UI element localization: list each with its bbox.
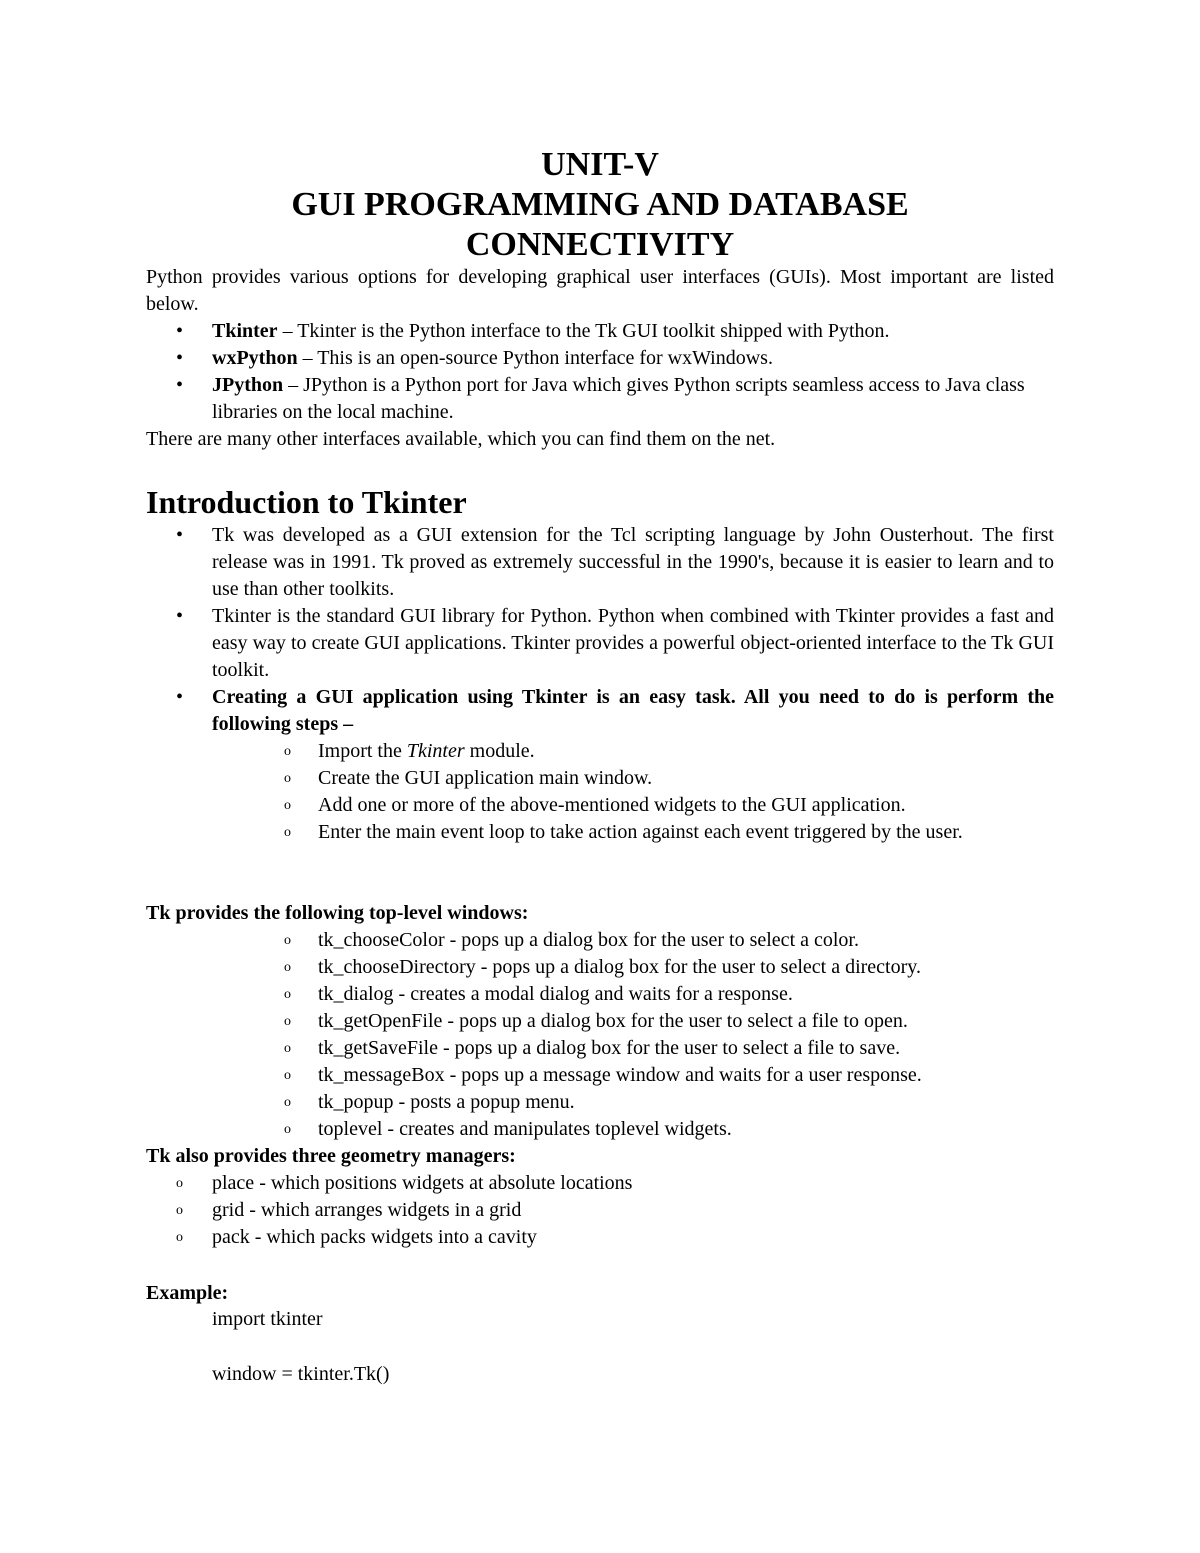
unit-heading: UNIT-V bbox=[541, 146, 659, 183]
toplevel-heading: Tk provides the following top-level windows: bbox=[146, 902, 529, 924]
bullet-icon: • bbox=[176, 686, 184, 708]
intro-bullet-tkinter bbox=[212, 318, 1072, 345]
sub-bullet-icon: o bbox=[284, 1014, 291, 1029]
intro-bullet-wxpython bbox=[212, 345, 1072, 372]
bullet-desc: – This is an open-source Python interface for wxWindows. bbox=[297, 347, 773, 369]
code-line-window: window = tkinter.Tk() bbox=[212, 1363, 390, 1385]
tkinter-bullet-steps: Creating a GUI application using Tkinter is an easy task. All you need to do is perform the following steps – bbox=[212, 686, 1054, 735]
toplevel-item: tk_dialog - creates a modal dialog and waits for a response. bbox=[318, 983, 793, 1005]
sub-bullet-icon: o bbox=[176, 1176, 183, 1191]
example-heading: Example: bbox=[146, 1282, 229, 1304]
bullet-icon: • bbox=[176, 524, 184, 546]
step-event-loop: Enter the main event loop to take action against each event triggered by the user. bbox=[318, 821, 963, 843]
sub-bullet-icon: o bbox=[176, 1230, 183, 1245]
tkinter-bullet-history: Tk was developed as a GUI extension for the Tcl scripting language by John Ousterhout. The first release was in 1991. Tk proved as extremely successful in the 1990's, because it is easier to learn and to use than other toolkits. bbox=[212, 524, 1054, 600]
bullet-icon: • bbox=[176, 347, 184, 369]
toplevel-item: toplevel - creates and manipulates toplevel widgets. bbox=[318, 1118, 732, 1140]
toplevel-item: tk_getOpenFile - pops up a dialog box for the user to select a file to open. bbox=[318, 1010, 908, 1032]
sub-bullet-icon: o bbox=[284, 825, 291, 840]
tkinter-bullet-standard: Tkinter is the standard GUI library for Python. Python when combined with Tkinter provides a fast and easy way to create GUI applications. Tkinter provides a powerful object-oriented interface to the Tk GUI toolkit. bbox=[212, 605, 1054, 681]
toplevel-item: tk_popup - posts a popup menu. bbox=[318, 1091, 575, 1113]
sub-bullet-icon: o bbox=[284, 798, 291, 813]
bullet-desc: – JPython is a Python port for Java which gives Python scripts seamless access to Java class libraries on the local machine. bbox=[212, 374, 1025, 423]
title-line-2: CONNECTIVITY bbox=[465, 226, 735, 263]
step-add-widgets: Add one or more of the above-mentioned widgets to the GUI application. bbox=[318, 794, 906, 816]
step-text: Import the bbox=[318, 740, 407, 762]
geometry-heading: Tk also provides three geometry managers: bbox=[146, 1145, 516, 1167]
bullet-term: wxPython bbox=[212, 347, 298, 369]
sub-bullet-icon: o bbox=[284, 960, 291, 975]
geometry-item: place - which positions widgets at absolute locations bbox=[212, 1172, 633, 1194]
toplevel-item: tk_chooseDirectory - pops up a dialog box for the user to select a directory. bbox=[318, 956, 921, 978]
bullet-term: Tkinter bbox=[212, 320, 278, 342]
bullet-term: JPython bbox=[212, 374, 284, 396]
section-heading-tkinter: Introduction to Tkinter bbox=[146, 484, 467, 520]
geometry-item: pack - which packs widgets into a cavity bbox=[212, 1226, 537, 1248]
toplevel-item: tk_messageBox - pops up a message window and waits for a user response. bbox=[318, 1064, 922, 1086]
sub-bullet-icon: o bbox=[176, 1203, 183, 1218]
step-create-window: Create the GUI application main window. bbox=[318, 767, 653, 789]
sub-bullet-icon: o bbox=[284, 771, 291, 786]
intro-closing: There are many other interfaces available, which you can find them on the net. bbox=[146, 428, 776, 450]
sub-bullet-icon: o bbox=[284, 933, 291, 948]
toplevel-item: tk_getSaveFile - pops up a dialog box for the user to select a file to save. bbox=[318, 1037, 901, 1059]
geometry-item: grid - which arranges widgets in a grid bbox=[212, 1199, 522, 1221]
bullet-icon: • bbox=[176, 605, 184, 627]
sub-bullet-icon: o bbox=[284, 1095, 291, 1110]
sub-bullet-icon: o bbox=[284, 1041, 291, 1056]
sub-bullet-icon: o bbox=[284, 744, 291, 759]
intro-paragraph: Python provides various options for developing graphical user interfaces (GUIs). Most important are listed below. bbox=[146, 266, 1054, 315]
bullet-icon: • bbox=[176, 320, 184, 342]
step-module-name: Tkinter bbox=[406, 740, 465, 762]
step-text: module. bbox=[464, 740, 535, 762]
intro-bullet-jpython bbox=[212, 372, 1060, 426]
step-import bbox=[318, 738, 1054, 765]
title-line-1: GUI PROGRAMMING AND DATABASE bbox=[291, 186, 909, 223]
code-line-import: import tkinter bbox=[212, 1308, 323, 1330]
bullet-desc: – Tkinter is the Python interface to the Tk GUI toolkit shipped with Python. bbox=[277, 320, 890, 342]
bullet-icon: • bbox=[176, 374, 184, 396]
toplevel-item: tk_chooseColor - pops up a dialog box for the user to select a color. bbox=[318, 929, 859, 951]
sub-bullet-icon: o bbox=[284, 1068, 291, 1083]
sub-bullet-icon: o bbox=[284, 1122, 291, 1137]
sub-bullet-icon: o bbox=[284, 987, 291, 1002]
